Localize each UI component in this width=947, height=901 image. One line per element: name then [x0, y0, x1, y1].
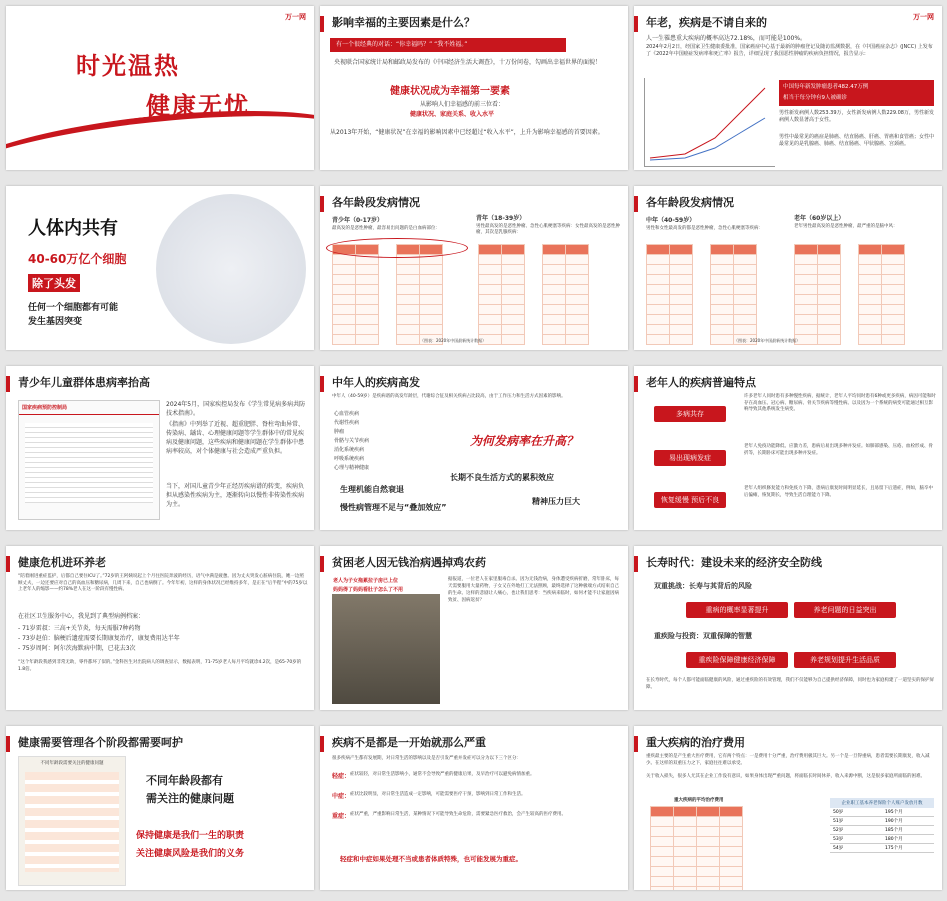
vitruvian-image	[156, 194, 306, 344]
chart-caption-1: 中国每年新发肿瘤患者482.47万例	[783, 84, 869, 90]
paragraph-2: 《指南》中列举了近视、超重肥胖、脊柱弯曲异常、传染病、龋齿、心理健康问题等学生群体中的常见疾病及健康问题，这些疾病和健康问题在学生群体中患病率较高，对个体健康与社会造成严重负担。	[166, 421, 305, 455]
table-mid-1	[646, 244, 693, 345]
title-bar	[320, 376, 324, 392]
slide-title: 各年龄段发病情况	[332, 196, 420, 209]
table-teen-2	[396, 244, 443, 345]
logo: 万一网	[913, 13, 934, 21]
sub-text: 从影响人们幸福感的前三位看：	[420, 101, 505, 108]
cause-1: 长期不良生活方式的累积效应	[450, 473, 554, 482]
slide-heading-2: 健康无忧	[146, 91, 250, 120]
heading-2: 40-60万亿个细胞	[28, 252, 127, 266]
title-bar	[634, 376, 638, 392]
title-bar	[320, 196, 324, 212]
level-2-label: 中症：	[332, 793, 351, 800]
paragraph-1: 重疾最主要的是产生重大医疗费用，它有两个特点：一是费用十分严重，治疗费用极其巨大。另一个是一旦得重病，患者需要长期康复，收入减少。在这样的双重压力之下，家庭往往难以承受。	[646, 754, 930, 766]
slide-7[interactable]	[6, 366, 314, 530]
table-row	[830, 844, 934, 853]
slide-5[interactable]	[320, 186, 628, 350]
level-2-text: 症状比较明显，对日常生活造成一定影响，可能需要医疗干预，影响到日常工作和生活。	[350, 792, 526, 797]
list-item: 骨骼与关节疾病	[334, 438, 370, 444]
level-3-text: 症状严重，严重影响日常生活，某种情况下可能导致生命危险，需要紧急医疗救治，会产生较高的医疗费用。	[350, 812, 566, 817]
summary-text: 在长寿时代，每个人都可能面临健康的风险，通过重疾险的有效管理，我们不仅能够为自己提供经济保障，同时也为家庭构建了一道坚实的保护屏障。	[646, 678, 934, 690]
age-cell: 54岁	[833, 846, 844, 851]
source-note: （图表：2020年中国最新统计数据）	[420, 338, 487, 343]
table-youth-2	[542, 244, 589, 345]
heading-1: 人体内共有	[28, 218, 118, 239]
age-cell: 52岁	[833, 828, 844, 833]
paragraph-1: “陪着刚进重症监护，后都自己要住ICU了。”72岁的王阿姨说起上个月往医院奔波的经历，语气中满是疲惫。因为丈夫突发心脏病住院，她一边照顾丈夫，一边还要应对自己的高血压和糖尿病，几周下来，自己也病倒了。今年年初，这样的身体状况已经维持多年，是正在“后半程”中的75岁以上老年人的缩影——约78%老人在这一阶段有慢性病。	[18, 574, 308, 592]
table-mid-2	[710, 244, 757, 345]
list-item: 代谢性疾病	[334, 420, 360, 426]
slide-title: 贫困老人因无钱治病遇掉鸡农药	[332, 556, 486, 569]
group-2-label: 老年（60岁以上）	[794, 215, 845, 222]
slide-11[interactable]	[320, 546, 628, 710]
feature-text-1: 许多老年人同时患有多种慢性疾病，据统计，老年人平均同时患有6种或更多疾病，病因可能和时存在高血压、冠心病、糖尿病、骨关节疾病等慢性病。以及因为一个系统的病变可能通过相互影响导致其他系统发生病变。	[744, 394, 936, 412]
source-note: （图表：2020年中国最新统计数据）	[734, 338, 801, 343]
list-item: 肿瘤	[334, 429, 345, 435]
list-item: 心理与精神健康	[334, 465, 370, 471]
warning-note: 轻症和中症如果处理不当或患者体质特殊，也可能发展为重症。	[340, 855, 522, 863]
title-bar	[320, 16, 324, 32]
paragraph-2: 关于收入损失，很多人尤其在企业工作没有意识，如果身体出现严重问题，将面临长时间休养，收入来源中断，这是很多家庭所面临的困难。	[646, 774, 925, 779]
cause-3: 精神压力巨大	[532, 497, 580, 506]
lead-text: 中年人（40-59岁）是疾病谱的高发年龄层，代谢综合征及相关疾病占比较高，由于工作压力和生活方式因素的影响。	[332, 394, 566, 399]
months-cell: 180个月	[885, 837, 903, 842]
slide-2[interactable]	[320, 6, 628, 170]
slide-3[interactable]	[634, 6, 942, 170]
chart-caption-2: 相当于每分钟有9人被确诊	[783, 95, 848, 101]
table-2-title: 企业职工基本养老保险个人账户发放月数	[830, 798, 934, 808]
intro-text: 央视联合国家统计局和邮政局发布的《中国经济生活大调查》，十万份问卷，勾画出幸福世界的面貌！	[334, 59, 602, 66]
logo: 万一网	[285, 13, 306, 21]
list-item: 呼吸系统疾病	[334, 456, 365, 462]
three-factors: 健康状况、家庭关系、收入水平	[410, 111, 495, 118]
heading-2: 需关注的健康问题	[146, 792, 234, 805]
table-teen-1	[332, 244, 379, 345]
group-1-label: 中年（40-59岁）	[646, 217, 696, 224]
age-cell: 53岁	[833, 837, 844, 842]
intro-text: 很多疾病产生都有发展期，对日常生活的影响以及是否引发严重并发症可以分为以下三个区分：	[332, 756, 521, 761]
cause-2: 生理机能自然衰退	[340, 485, 404, 494]
slide-9[interactable]	[634, 366, 942, 530]
group-1-desc: 男性和女性最高发的都是恶性肿瘤，急性心肌梗塞等疾病：	[646, 226, 763, 231]
slide-1[interactable]	[6, 6, 314, 170]
subheading-2: 重疾险与投资：双重保障的智慧	[654, 632, 752, 640]
feature-box-3: 恢复缓慢 预后不良	[654, 492, 726, 508]
paragraph-2: 男性中最常见的癌症是肺癌、结直肠癌、肝癌、胃癌和食管癌；女性中最常见的是乳腺癌、肺癌、结直肠癌、甲状腺癌、宫颈癌。	[779, 134, 935, 147]
title-bar	[6, 736, 10, 752]
paragraph-1: 男性新发病例人数253.39万，女性新发病例人数229.08万，男性新发病例人数显著高于女性。	[779, 110, 934, 123]
key-point: 健康状况成为幸福第一要素	[390, 86, 510, 97]
paragraph-3: 当下，对国儿童青少年正经历疾病谱的转变，疾病负担从感染性疾病为主，逐渐转向以慢性非传染性疾病为主。	[166, 483, 305, 508]
group-1-desc: 最高发的是恶性肿瘤，最容易出问题的是白血病部位：	[332, 226, 440, 231]
bullet-1: 人一生罹患重大疾病的概率高达72.18%，而可能是100%。	[646, 35, 807, 42]
subheading-1: 双重挑战：长寿与其背后的风险	[654, 582, 752, 590]
slide-title: 中年人的疾病高发	[332, 376, 420, 389]
slide-13[interactable]	[6, 726, 314, 890]
slide-12[interactable]	[634, 546, 942, 710]
slide-title: 疾病不是都是一开始就那么严重	[332, 736, 486, 749]
months-cell: 195个月	[885, 810, 903, 815]
question: 为何发病率在升高？	[470, 434, 579, 448]
bullet-2: 2024年2月2日，经国家卫生健康委批准，国家癌症中心基于最新的肿瘤登记及随访监测数据，在《中国癌症杂志》(JNCC) 上发布了《2022年中国癌症发病率和死亡率》报告，详细呈现了我国恶性肿瘤的疾病负担情况，报告显示：	[646, 44, 933, 57]
group-1-label: 青少年（0-17岁）	[332, 217, 384, 224]
slide-title: 年老，疾病是不请自来的	[646, 16, 767, 29]
highlight-oval	[326, 238, 468, 258]
slide-title: 健康危机进环养老	[18, 556, 106, 569]
dialogue-banner: 有一个很经典的对话：“你幸福吗？” “我不姓福。”	[330, 38, 566, 52]
age-cell: 50岁	[833, 810, 844, 815]
table-row	[830, 817, 934, 826]
age-chart-image	[18, 756, 126, 886]
slide-title: 健康需要管理各个阶段都需要呵护	[18, 736, 183, 749]
document-screenshot	[18, 400, 160, 520]
slide-title: 影响幸福的主要因素是什么？	[332, 16, 475, 29]
heading-4: 任何一个细胞都有可能	[28, 303, 119, 313]
slide-title: 老年人的疾病普遍特点	[646, 376, 756, 389]
table-row	[830, 835, 934, 844]
title-bar	[6, 556, 10, 572]
table-row	[830, 808, 934, 817]
table-1-title: 重大疾病的平均治疗费用	[674, 798, 724, 803]
disease-list	[334, 410, 369, 473]
line-chart	[644, 78, 775, 167]
slide-4[interactable]	[6, 186, 314, 350]
slide-heading-1: 时光温热	[76, 51, 180, 80]
slide-8[interactable]	[320, 366, 628, 530]
paragraph-1: 2024年5月，国家疾控局发布《学生常见病多病共防技术指南》。	[166, 401, 306, 417]
table-old-1	[794, 244, 841, 345]
chart-caption-box	[779, 80, 934, 106]
level-1-text: 症状较轻，对日常生活影响小，通常不会导致严重的健康后果，及早治疗可以避免病情加重。	[350, 772, 535, 777]
chart-rows	[25, 772, 119, 872]
case-1: - 71岁雷叔：三高+关节炎，每天需服7种药物	[18, 625, 141, 632]
months-cell: 185个月	[885, 828, 903, 833]
case-2: - 73岁赵伯：脑梗后遗症需要长期康复治疗，康复费用达半年	[18, 635, 180, 642]
story-text: 据报道，一位老人在家里服毒自杀。因为无钱治病，身体遭受疾病折磨，常年卧床，每天需要服用大量药物，子女又在外地打工无法照顾，最终选择了这种极端方式结束自己的生命。这样的悲剧让人痛心，也让我们思考：当疾病来临时，如何才能不让家庭因病致贫、因病返贫？	[448, 577, 619, 603]
feature-text-2: 老年人免疫功能降低、应激力差，患病后易出现多种并发症。如肺部感染、压疮、血栓形成、骨折等，长期卧床可能出现多种并发症。	[744, 444, 933, 456]
photo-caption-2: 妈妈得了妈妈看肚子怎么了不用	[332, 585, 440, 594]
heading-1: 不同年龄段都有	[146, 774, 223, 787]
challenge-box-1: 重病的概率显著提升	[686, 602, 788, 618]
table-youth-1	[478, 244, 525, 345]
heading-5: 发生基因突变	[28, 317, 83, 327]
heading-3: 除了头发	[28, 274, 80, 292]
paragraph-2: 在社区卫生服务中心，我见到了典型病例档案：	[18, 613, 145, 620]
slogan-1: 保持健康是我们一生的职责	[136, 831, 245, 841]
solution-box-1: 重疾险保障健康经济保障	[686, 652, 788, 668]
list-item: 消化系统疾病	[334, 447, 365, 453]
list-item: 心血管疾病	[334, 411, 360, 417]
slide-title: 各年龄段发病情况	[646, 196, 734, 209]
feature-box-1: 多病共存	[654, 406, 726, 422]
paragraph-3: “这个年龄段我感到非常无助，零件都坏了似的。”金科医生对出院病人的调查显示，数据表明，71-75岁老人每月平均就诊4.2次，是65-70岁的1.8倍。	[18, 660, 302, 672]
title-bar	[634, 556, 638, 572]
conclusion-text: 从2013年开始，“健康状况”在幸福的影响因素中已经超过“收入水平”，上升为影响幸福感的首要因素。	[330, 129, 604, 136]
photo-caption-1: 老人为子女拖累拉子房已上位	[332, 576, 440, 585]
chart-image-title: 不同年龄段需要关注的健康问题	[40, 761, 104, 766]
months-cell: 190个月	[885, 819, 903, 824]
table-old-2	[858, 244, 905, 345]
months-table	[830, 798, 934, 853]
group-2-desc: 老年男性最高发的是恶性肿瘤，最严重的是脑中风：	[794, 224, 898, 229]
group-2-label: 青年（18-39岁）	[476, 215, 526, 222]
title-bar	[634, 16, 638, 32]
level-1-label: 轻症：	[332, 773, 351, 780]
feature-text-3: 老年人组织修复能力和免疫力下降，患病后康复时间明显延长，且易留下后遗症，例如，脑卒中后偏瘫，恢复期长，导致生活自理能力下降。	[744, 486, 933, 498]
table-row	[830, 826, 934, 835]
slide-14[interactable]	[320, 726, 628, 890]
challenge-box-2: 养老问题的日益突出	[794, 602, 896, 618]
slide-15[interactable]	[634, 726, 942, 890]
slide-title: 青少年儿童群体患病率抬高	[18, 376, 150, 389]
slogan-2: 关注健康风险是我们的义务	[136, 849, 245, 859]
title-bar	[320, 556, 324, 572]
news-photo	[332, 576, 440, 704]
chart-lines	[645, 78, 775, 166]
title-bar	[320, 736, 324, 752]
level-3-label: 重症：	[332, 813, 351, 820]
doc-lines	[25, 423, 153, 503]
slide-6[interactable]	[634, 186, 942, 350]
site-header: 国家疾病预防控制局	[19, 401, 159, 415]
cost-table	[650, 806, 743, 890]
slide-10[interactable]	[6, 546, 314, 710]
slide-title: 重大疾病的治疗费用	[646, 736, 745, 749]
group-2-desc: 男性最高发的是恶性肿瘤、急性心肌梗塞等疾病：女性最高发的是恶性肿瘤，其次是乳腺疾病：	[476, 224, 620, 235]
feature-box-2: 易出现病发症	[654, 450, 726, 466]
months-cell: 175个月	[885, 846, 903, 851]
solution-box-2: 养老规划提升生活品质	[794, 652, 896, 668]
title-bar	[6, 376, 10, 392]
title-bar	[634, 196, 638, 212]
slide-title: 长寿时代：建设未来的经济安全防线	[646, 556, 822, 569]
cause-4: 慢性病管理不足与“叠加效应”	[340, 503, 447, 512]
title-bar	[634, 736, 638, 752]
case-3: - 75岁周阿：阿尔茨海默病中期，已花去3次	[18, 645, 136, 652]
age-cell: 51岁	[833, 819, 844, 824]
